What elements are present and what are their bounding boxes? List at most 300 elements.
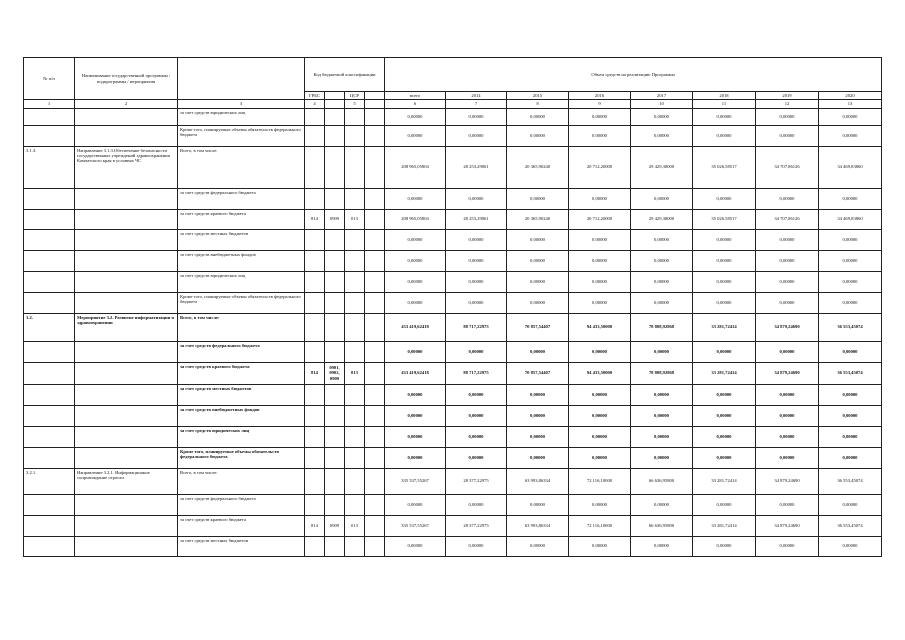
header-grbs: ГРБС [305,92,325,100]
row-name [75,209,178,229]
amount-cell: 0,00000 [756,341,819,362]
row-number: 3.2.1. [24,468,75,494]
code-rzpr [325,494,345,515]
amount-cell: 70 857,54407 [507,362,569,384]
amount-cell: 0,00000 [756,250,819,271]
table-row [24,341,882,362]
amount-cell: 34 707,86126 [756,146,819,188]
table-row [24,362,882,384]
amount-cell: 0,00000 [507,108,569,125]
amount-cell: 0,00000 [507,188,569,209]
amount-cell: 0,00000 [507,341,569,362]
amount-cell: 28 377,22975 [446,515,507,536]
amount-cell: 0,00000 [569,108,631,125]
table-row [24,313,882,341]
amount-cell: 0,00000 [446,341,507,362]
funding-source: за счет средств федерального бюджета [178,341,305,362]
amount-cell: 28 377,22975 [446,468,507,494]
header-year: 2014 [446,92,507,100]
amount-cell: 0,00000 [446,229,507,250]
amount-cell: 0,00000 [385,494,446,515]
amount-cell: 0,00000 [819,405,882,426]
code-rzpr [325,229,345,250]
header-source [178,58,305,100]
row-name [75,447,178,468]
amount-cell: 35 026,58517 [693,146,756,188]
header-name: Наименование государственной программы / подпрограммы / мероприятия [75,58,178,100]
amount-cell: 208 965,05804 [385,209,446,229]
header-year: 2015 [507,92,569,100]
code-csr: 013 [345,515,365,536]
code-csr [345,250,365,271]
code-grbs [305,250,325,271]
column-number: 2 [75,100,178,108]
amount-cell: 0,00000 [756,188,819,209]
amount-cell: 208 965,05804 [385,146,446,188]
amount-cell: 0,00000 [569,494,631,515]
amount-cell: 0,00000 [631,384,693,405]
code-rzpr [325,125,345,146]
amount-cell: 0,00000 [446,536,507,556]
amount-cell: 0,00000 [631,125,693,146]
code-csr [345,341,365,362]
row-number [24,362,75,384]
code-rzpr [325,313,345,341]
amount-cell: 63 993,86334 [507,468,569,494]
header-num: № п/п [24,58,75,100]
amount-cell: 0,00000 [507,271,569,292]
amount-cell: 0,00000 [446,384,507,405]
amount-cell: 0,00000 [385,271,446,292]
amount-cell: 0,00000 [756,292,819,313]
amount-cell: 0,00000 [446,188,507,209]
table-row [24,426,882,447]
code-vr [365,292,385,313]
code-vr [365,494,385,515]
code-grbs [305,536,325,556]
amount-cell: 0,00000 [569,271,631,292]
code-grbs [305,271,325,292]
amount-cell: 433 419,62418 [385,313,446,341]
amount-cell: 88 717,22975 [446,313,507,341]
funding-source: за счет средств юридических лиц [178,108,305,125]
code-rzpr [325,447,345,468]
amount-cell: 0,00000 [693,229,756,250]
funding-source: за счет средств краевого бюджета [178,209,305,229]
amount-cell: 0,00000 [693,271,756,292]
amount-cell: 0,00000 [756,447,819,468]
amount-cell: 0,00000 [569,536,631,556]
amount-cell: 0,00000 [756,271,819,292]
amount-cell: 0,00000 [385,229,446,250]
amount-cell: 0,00000 [631,271,693,292]
amount-cell: 0,00000 [507,536,569,556]
column-number: 13 [819,100,882,108]
amount-cell: 29 429,38000 [631,146,693,188]
row-name [75,250,178,271]
amount-cell: 0,00000 [693,494,756,515]
code-grbs [305,108,325,125]
code-vr [365,209,385,229]
amount-cell: 0,00000 [446,292,507,313]
funding-source: за счет средств местных бюджетов [178,536,305,556]
header-total: всего [385,92,446,100]
amount-cell: 0,00000 [385,447,446,468]
code-vr [365,384,385,405]
amount-cell: 0,00000 [631,229,693,250]
column-number: 6 [385,100,446,108]
amount-cell: 34 879,24690 [756,362,819,384]
amount-cell: 63 993,86334 [507,515,569,536]
code-vr [365,468,385,494]
amount-cell: 20 712,20000 [569,146,631,188]
row-name [75,515,178,536]
header-rzpr [325,92,345,100]
amount-cell: 33 281,72414 [693,515,756,536]
code-csr [345,125,365,146]
code-grbs [305,341,325,362]
code-grbs: 814 [305,515,325,536]
table-row [24,468,882,494]
code-vr [365,271,385,292]
code-vr [365,447,385,468]
amount-cell: 0,00000 [385,426,446,447]
amount-cell: 0,00000 [446,250,507,271]
code-grbs [305,447,325,468]
header-year: 2018 [693,92,756,100]
amount-cell: 0,00000 [385,250,446,271]
row-name [75,536,178,556]
amount-cell: 0,00000 [693,292,756,313]
code-csr [345,468,365,494]
code-csr [345,384,365,405]
amount-cell: 0,00000 [569,426,631,447]
row-number [24,292,75,313]
code-rzpr: 0909 [325,209,345,229]
column-number [365,100,385,108]
row-name [75,384,178,405]
column-number: 4 [305,100,325,108]
amount-cell: 433 419,62418 [385,362,446,384]
amount-cell: 0,00000 [693,341,756,362]
amount-cell: 94 433,50000 [569,313,631,341]
column-number: 11 [693,100,756,108]
amount-cell: 0,00000 [446,271,507,292]
code-vr [365,341,385,362]
amount-cell: 0,00000 [756,426,819,447]
row-number [24,209,75,229]
column-number: 7 [446,100,507,108]
amount-cell: 36 553,45074 [819,468,882,494]
table-row [24,125,882,146]
amount-cell: 0,00000 [693,384,756,405]
funding-source: Кроме того, планируемые объемы обязательств федерального бюджета [178,292,305,313]
code-rzpr [325,250,345,271]
table-row [24,108,882,125]
code-csr [345,426,365,447]
amount-cell: 33 281,72414 [693,313,756,341]
code-rzpr [325,384,345,405]
row-name [75,362,178,384]
row-number [24,447,75,468]
row-number [24,515,75,536]
row-number [24,536,75,556]
row-name [75,341,178,362]
amount-cell: 0,00000 [385,536,446,556]
row-number [24,341,75,362]
amount-cell: 335 537,55267 [385,515,446,536]
amount-cell: 0,00000 [631,250,693,271]
amount-cell: 0,00000 [693,125,756,146]
header-year: 2017 [631,92,693,100]
column-numbers-row [24,100,882,108]
code-vr [365,108,385,125]
amount-cell: 0,00000 [819,125,882,146]
amount-cell: 0,00000 [446,405,507,426]
amount-cell: 0,00000 [819,229,882,250]
column-number: 3 [178,100,305,108]
amount-cell: 94 433,50000 [569,362,631,384]
row-name: Мероприятие 3.2. Развитие информатизации в здравоохранении [75,313,178,341]
amount-cell: 0,00000 [569,447,631,468]
amount-cell: 0,00000 [631,426,693,447]
row-number [24,108,75,125]
amount-cell: 0,00000 [756,229,819,250]
code-vr [365,362,385,384]
code-grbs [305,313,325,341]
row-name [75,405,178,426]
column-number: 12 [756,100,819,108]
amount-cell: 0,00000 [507,426,569,447]
code-vr [365,515,385,536]
amount-cell: 0,00000 [819,536,882,556]
funding-source: за счет средств юридических лиц [178,426,305,447]
amount-cell: 0,00000 [446,426,507,447]
amount-cell: 0,00000 [631,494,693,515]
funding-source: за счет средств краевого бюджета [178,362,305,384]
table-row [24,447,882,468]
amount-cell: 72 116,10000 [569,515,631,536]
row-name [75,188,178,209]
amount-cell: 0,00000 [631,292,693,313]
row-number [24,188,75,209]
amount-cell: 34 469,83860 [819,146,882,188]
amount-cell: 66 636,95800 [631,515,693,536]
amount-cell: 0,00000 [693,426,756,447]
amount-cell: 88 717,22975 [446,362,507,384]
amount-cell: 36 553,45074 [819,515,882,536]
amount-cell: 28 253,29061 [446,209,507,229]
amount-cell: 0,00000 [507,250,569,271]
code-vr [365,313,385,341]
code-csr [345,494,365,515]
amount-cell: 34 469,83860 [819,209,882,229]
table-row [24,188,882,209]
funding-source: Кроме того, планируемые объемы обязательств федерального бюджета [178,447,305,468]
code-rzpr [325,292,345,313]
row-name [75,108,178,125]
amount-cell: 0,00000 [385,108,446,125]
code-rzpr: 0909 [325,515,345,536]
amount-cell: 28 253,29061 [446,146,507,188]
amount-cell: 0,00000 [819,494,882,515]
code-rzpr [325,108,345,125]
amount-cell: 0,00000 [819,271,882,292]
amount-cell: 36 553,45074 [819,313,882,341]
column-number: 10 [631,100,693,108]
code-vr [365,426,385,447]
amount-cell: 33 281,72414 [693,468,756,494]
amount-cell: 0,00000 [569,341,631,362]
amount-cell: 0,00000 [819,447,882,468]
amount-cell: 0,00000 [819,292,882,313]
row-number [24,271,75,292]
code-csr: 013 [345,209,365,229]
amount-cell: 0,00000 [507,125,569,146]
amount-cell: 0,00000 [756,125,819,146]
row-number [24,426,75,447]
header-year: 2016 [569,92,631,100]
code-rzpr: 0901, 0902, 0909 [325,362,345,384]
table-row [24,229,882,250]
amount-cell: 34 879,24690 [756,515,819,536]
amount-cell: 0,00000 [446,108,507,125]
code-csr [345,146,365,188]
amount-cell: 0,00000 [756,536,819,556]
amount-cell: 0,00000 [446,494,507,515]
table-row [24,494,882,515]
amount-cell: 0,00000 [819,108,882,125]
amount-cell: 34 707,86126 [756,209,819,229]
amount-cell: 0,00000 [569,405,631,426]
amount-cell: 335 537,55267 [385,468,446,494]
code-grbs [305,468,325,494]
column-number [325,100,345,108]
amount-cell: 0,00000 [756,494,819,515]
code-csr [345,447,365,468]
code-vr [365,229,385,250]
amount-cell: 0,00000 [693,405,756,426]
code-grbs [305,292,325,313]
code-rzpr [325,146,345,188]
amount-cell: 0,00000 [693,250,756,271]
table-row [24,146,882,188]
amount-cell: 0,00000 [631,188,693,209]
code-csr [345,271,365,292]
code-rzpr [325,188,345,209]
row-number [24,125,75,146]
code-grbs [305,125,325,146]
row-number [24,229,75,250]
amount-cell: 0,00000 [569,250,631,271]
amount-cell: 0,00000 [507,229,569,250]
row-name [75,292,178,313]
amount-cell: 20 365,90240 [507,209,569,229]
table-row [24,292,882,313]
table-row [24,405,882,426]
code-grbs [305,426,325,447]
code-csr [345,188,365,209]
code-vr [365,125,385,146]
amount-cell: 0,00000 [569,188,631,209]
table-row [24,209,882,229]
header-year: 2020 [819,92,882,100]
row-name: Направление 3.1.3.Обеспечение безопасности государственных учреждений здравоохранения Камчатского края в условиях ЧС [75,146,178,188]
amount-cell: 0,00000 [819,341,882,362]
code-grbs [305,229,325,250]
table-row [24,271,882,292]
funding-source: за счет средств внебюджетных фондов [178,405,305,426]
column-number: 8 [507,100,569,108]
amount-cell: 0,00000 [446,447,507,468]
amount-cell: 78 808,92868 [631,313,693,341]
code-vr [365,536,385,556]
amount-cell: 66 636,95800 [631,468,693,494]
row-name [75,271,178,292]
header-vr [365,92,385,100]
amount-cell: 0,00000 [631,108,693,125]
amount-cell: 0,00000 [693,447,756,468]
table-row [24,384,882,405]
amount-cell: 20 365,90240 [507,146,569,188]
amount-cell: 0,00000 [631,536,693,556]
amount-cell: 0,00000 [385,405,446,426]
header-codes: Код бюджетной классификации [305,58,385,92]
funding-source: Всего, в том числе: [178,313,305,341]
funding-source: за счет средств внебюджетных фондов [178,250,305,271]
header-csr: ЦСР [345,92,365,100]
code-grbs [305,146,325,188]
code-vr [365,250,385,271]
amount-cell: 0,00000 [819,188,882,209]
amount-cell: 0,00000 [756,108,819,125]
amount-cell: 0,00000 [507,384,569,405]
code-grbs [305,405,325,426]
row-name [75,494,178,515]
table-row [24,250,882,271]
funding-source: за счет средств федерального бюджета [178,494,305,515]
amount-cell: 0,00000 [507,494,569,515]
amount-cell: 0,00000 [631,447,693,468]
funding-source: за счет средств местных бюджетов [178,384,305,405]
code-csr [345,229,365,250]
amount-cell: 0,00000 [385,125,446,146]
amount-cell: 0,00000 [507,405,569,426]
code-csr [345,292,365,313]
amount-cell: 0,00000 [756,384,819,405]
code-vr [365,188,385,209]
column-number: 5 [345,100,365,108]
amount-cell: 34 879,24690 [756,468,819,494]
code-rzpr [325,426,345,447]
funding-source: Кроме того, планируемые объемы обязательств федерального бюджета [178,125,305,146]
amount-cell: 0,00000 [446,125,507,146]
code-csr [345,108,365,125]
amount-cell: 0,00000 [631,405,693,426]
table-row [24,536,882,556]
funding-source: за счет средств федерального бюджета [178,188,305,209]
row-name [75,125,178,146]
amount-cell: 0,00000 [569,384,631,405]
amount-cell: 0,00000 [385,384,446,405]
code-rzpr [325,405,345,426]
row-number [24,494,75,515]
code-grbs [305,494,325,515]
amount-cell: 33 281,72414 [693,362,756,384]
amount-cell: 29 429,38000 [631,209,693,229]
row-number: 3.2. [24,313,75,341]
amount-cell: 0,00000 [693,188,756,209]
